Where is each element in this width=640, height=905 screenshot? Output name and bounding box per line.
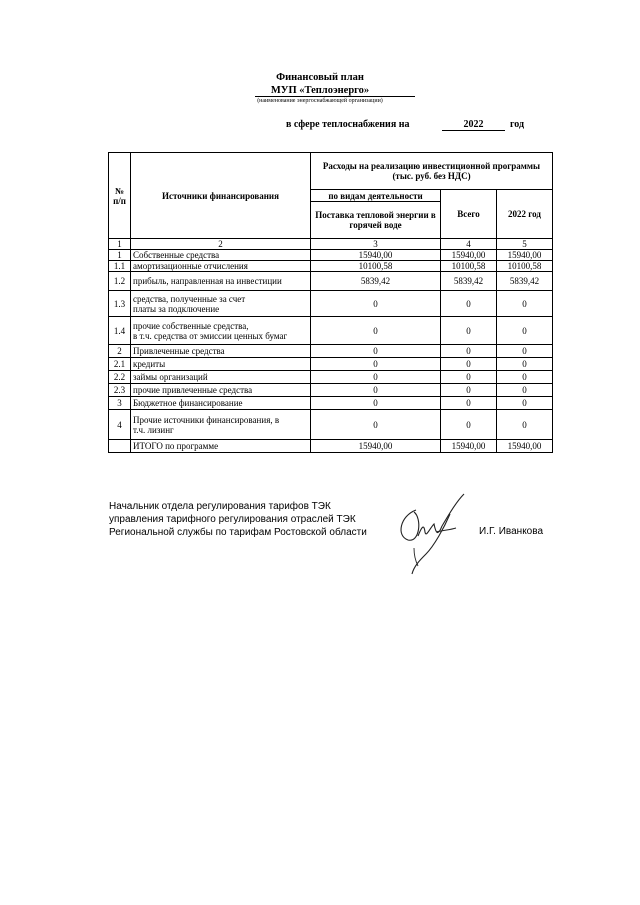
row-name: кредиты [131, 358, 311, 371]
row-number: 2.2 [109, 371, 131, 384]
table-row [109, 261, 553, 272]
row-value: 0 [441, 345, 497, 358]
row-value: 0 [497, 317, 553, 345]
row-value: 0 [441, 384, 497, 397]
table-row [109, 250, 553, 261]
table-row [109, 397, 553, 410]
row-value: 0 [497, 410, 553, 440]
organization-name: МУП «Теплоэнерго» [270, 85, 370, 96]
index-cell: 2 [131, 239, 311, 250]
header-by-activity: по видам деятельности [311, 190, 441, 202]
position-line: Начальник отдела регулирования тарифов ТЭК [109, 501, 331, 512]
row-value: 0 [441, 291, 497, 317]
row-value: 0 [497, 291, 553, 317]
row-name: амортизационные отчисления [131, 261, 311, 272]
row-value: 0 [311, 291, 441, 317]
row-number: 2 [109, 345, 131, 358]
row-value: 5839,42 [441, 272, 497, 291]
row-number: 1.3 [109, 291, 131, 317]
total-row [109, 440, 553, 453]
row-value: 0 [311, 410, 441, 440]
row-value: 0 [497, 384, 553, 397]
header-year: 2022 год [497, 190, 553, 239]
row-number: 1.2 [109, 272, 131, 291]
row-number: 1.1 [109, 261, 131, 272]
row-name-line: в т.ч. средства от эмиссии ценных бумаг [133, 330, 288, 341]
row-value: 0 [497, 345, 553, 358]
row-name: Привлеченные средства [131, 345, 311, 358]
row-value: 0 [311, 397, 441, 410]
index-row [109, 239, 553, 250]
row-value: 15940,00 [441, 250, 497, 261]
row-value: 0 [311, 358, 441, 371]
row-name-line: платы за подключение [133, 303, 220, 314]
row-number: 3 [109, 397, 131, 410]
organization-underline [255, 96, 415, 97]
row-value: 5839,42 [311, 272, 441, 291]
row-name: Бюджетное финансирование [131, 397, 311, 410]
sphere-label: в сфере теплоснабжения на [286, 119, 410, 130]
row-name [131, 317, 311, 345]
row-value: 0 [497, 358, 553, 371]
position-line: Региональной службы по тарифам Ростовской области [109, 527, 367, 538]
index-cell: 3 [311, 239, 441, 250]
row-name: ИТОГО по программе [131, 440, 311, 453]
row-number: 4 [109, 410, 131, 440]
row-value: 0 [441, 317, 497, 345]
row-number: 2.3 [109, 384, 131, 397]
financial-plan-table [108, 152, 553, 453]
organization-caption: (наименование энергоснабжающей организации) [257, 98, 383, 104]
document-title: Финансовый план [276, 72, 364, 83]
header-expenses: Расходы на реализацию инвестиционной программы (тыс. руб. без НДС) [311, 153, 553, 190]
row-name [131, 410, 311, 440]
row-value: 0 [311, 345, 441, 358]
row-value: 0 [311, 384, 441, 397]
table-row [109, 317, 553, 345]
signatory-position [109, 500, 367, 539]
row-value: 10100,58 [441, 261, 497, 272]
row-value: 0 [441, 410, 497, 440]
row-number [109, 440, 131, 453]
row-number: 2.1 [109, 358, 131, 371]
row-value: 0 [497, 371, 553, 384]
row-name: Собственные средства [131, 250, 311, 261]
index-cell: 1 [109, 239, 131, 250]
row-number: 1 [109, 250, 131, 261]
row-name-line: т.ч. лизинг [133, 424, 174, 435]
table-row [109, 291, 553, 317]
table-row [109, 345, 553, 358]
row-value: 15940,00 [497, 440, 553, 453]
year-word: год [510, 119, 525, 130]
row-name: займы организаций [131, 371, 311, 384]
row-name: прочие привлеченные средства [131, 384, 311, 397]
position-line: управления тарифного регулирования отраслей ТЭК [109, 514, 356, 525]
table-row [109, 371, 553, 384]
row-value: 15940,00 [497, 250, 553, 261]
header-number: № п/п [109, 153, 131, 239]
row-value: 0 [311, 317, 441, 345]
row-value: 0 [441, 358, 497, 371]
table-row [109, 410, 553, 440]
row-value: 15940,00 [311, 440, 441, 453]
row-value: 15940,00 [311, 250, 441, 261]
row-value: 15940,00 [441, 440, 497, 453]
row-value: 10100,58 [497, 261, 553, 272]
header-heat-supply: Поставка тепловой энергии в горячей воде [311, 202, 441, 239]
row-name [131, 291, 311, 317]
row-name-line: средства, полученные за счет [133, 293, 246, 304]
row-value: 10100,58 [311, 261, 441, 272]
row-value: 0 [311, 371, 441, 384]
index-cell: 5 [497, 239, 553, 250]
row-value: 5839,42 [497, 272, 553, 291]
row-name-line: прочие собственные средства, [133, 320, 249, 331]
index-cell: 4 [441, 239, 497, 250]
plan-year: 2022 [442, 119, 505, 131]
row-number: 1.4 [109, 317, 131, 345]
row-value: 0 [441, 371, 497, 384]
header-source: Источники финансирования [131, 153, 311, 239]
table-row [109, 272, 553, 291]
table-row [109, 358, 553, 371]
table-row [109, 384, 553, 397]
signatory-name: И.Г. Иванкова [479, 526, 543, 537]
row-value: 0 [497, 397, 553, 410]
row-name-line: Прочие источники финансирования, в [133, 414, 280, 425]
handwritten-signature [378, 488, 478, 578]
row-value: 0 [441, 397, 497, 410]
row-name: прибыль, направленная на инвестиции [131, 272, 311, 291]
header-total: Всего [441, 190, 497, 239]
